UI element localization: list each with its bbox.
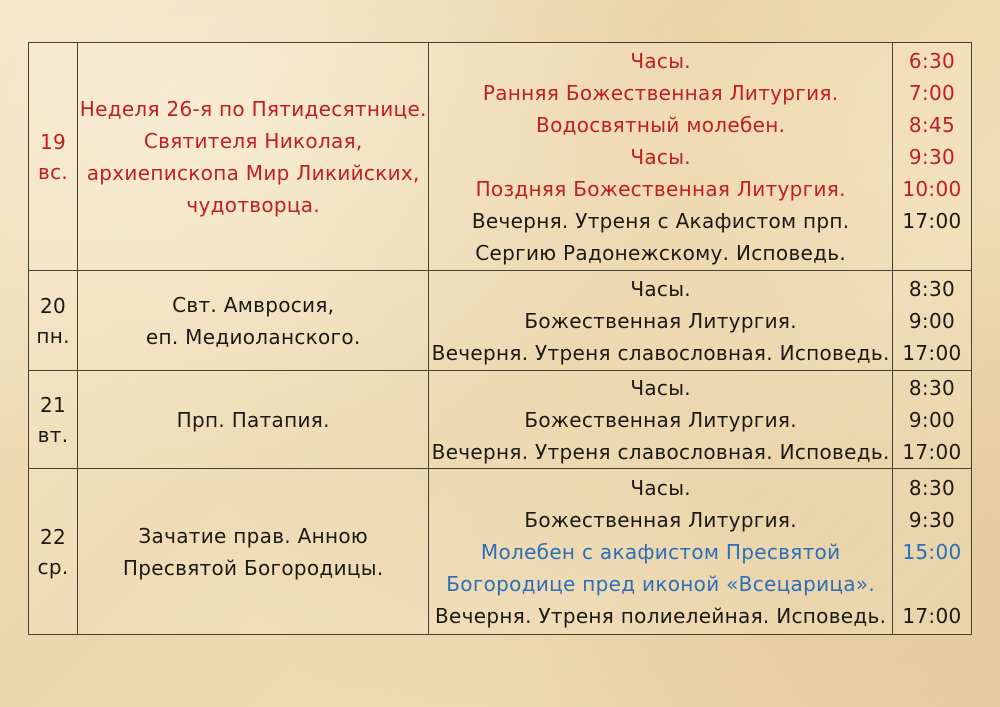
service-time: 9:30 — [908, 507, 955, 532]
feast-name-cell — [78, 271, 429, 371]
services-cell — [429, 469, 892, 635]
date-cell — [29, 271, 78, 371]
service-line: Часы. — [630, 48, 691, 73]
table-row — [29, 271, 972, 371]
service-time: 17:00 — [902, 439, 962, 464]
day-number: 21 — [39, 392, 67, 417]
service-line: Поздняя Божественная Литургия. — [475, 176, 846, 201]
feast-name-line: Неделя 26-я по Пятидесятнице. — [79, 96, 427, 121]
spacer — [893, 237, 971, 269]
table-row — [29, 371, 972, 469]
service-time: 6:30 — [908, 48, 955, 73]
service-line: Сергию Радонежскому. Исповедь. — [475, 240, 847, 265]
day-number: 19 — [39, 129, 67, 154]
date-cell — [29, 469, 78, 635]
feast-name-line: архиепископа Мир Ликийских, — [86, 160, 420, 185]
table-row — [29, 43, 972, 271]
service-time: 9:00 — [908, 407, 955, 432]
service-line: Часы. — [630, 276, 691, 301]
service-line: Часы. — [630, 144, 691, 169]
feast-name-cell — [78, 371, 429, 469]
service-time: 7:00 — [908, 80, 955, 105]
times-cell — [892, 371, 971, 469]
service-line: Часы. — [630, 375, 691, 400]
feast-name-line: Святителя Николая, — [143, 128, 363, 153]
feast-name-cell — [78, 469, 429, 635]
service-line: Вечерня. Утреня славословная. Исповедь. — [431, 340, 890, 365]
service-time: 17:00 — [902, 340, 962, 365]
times-cell — [892, 271, 971, 371]
schedule-table — [28, 42, 972, 635]
service-time: 15:00 — [902, 539, 962, 564]
schedule-sheet — [28, 42, 972, 634]
times-cell — [892, 469, 971, 635]
spacer — [893, 568, 971, 600]
feast-name-cell — [78, 43, 429, 271]
service-time: 9:30 — [908, 144, 955, 169]
weekday: ср. — [37, 554, 69, 579]
service-line: Водосвятный молебен. — [536, 112, 786, 137]
feast-name-line: Пресвятой Богородицы. — [122, 555, 384, 580]
service-time: 10:00 — [902, 176, 962, 201]
times-cell — [892, 43, 971, 271]
feast-name-line: Прп. Патапия. — [176, 407, 330, 432]
service-time: 9:00 — [908, 308, 955, 333]
service-line: Молебен с акафистом Пресвятой — [480, 539, 841, 564]
feast-name-line: еп. Медиоланского. — [145, 324, 361, 349]
service-line: Часы. — [630, 475, 691, 500]
service-time: 17:00 — [902, 208, 962, 233]
feast-name-line: Зачатие прав. Анною — [138, 523, 369, 548]
service-time: 8:30 — [908, 475, 955, 500]
service-line: Вечерня. Утреня полиелейная. Исповедь. — [435, 603, 887, 628]
service-line: Ранняя Божественная Литургия. — [482, 80, 839, 105]
service-time: 8:45 — [908, 112, 955, 137]
weekday: вт. — [37, 422, 69, 447]
date-cell — [29, 43, 78, 271]
weekday: вс. — [38, 159, 69, 184]
service-time: 8:30 — [908, 276, 955, 301]
feast-name-line: Свт. Амвросия, — [172, 292, 335, 317]
services-cell — [429, 371, 892, 469]
service-time: 8:30 — [908, 375, 955, 400]
service-line: Божественная Литургия. — [524, 507, 797, 532]
weekday: пн. — [36, 323, 70, 348]
day-number: 22 — [39, 524, 67, 549]
service-time: 17:00 — [902, 603, 962, 628]
services-cell — [429, 271, 892, 371]
service-line: Вечерня. Утреня славословная. Исповедь. — [431, 439, 890, 464]
service-line: Божественная Литургия. — [524, 407, 797, 432]
day-number: 20 — [39, 293, 67, 318]
services-cell — [429, 43, 892, 271]
table-row — [29, 469, 972, 635]
date-cell — [29, 371, 78, 469]
feast-name-line: чудотворца. — [186, 192, 321, 217]
service-line: Богородице пред иконой «Всецарица». — [446, 571, 876, 596]
service-line: Божественная Литургия. — [524, 308, 797, 333]
service-line: Вечерня. Утреня с Акафистом прп. — [471, 208, 850, 233]
